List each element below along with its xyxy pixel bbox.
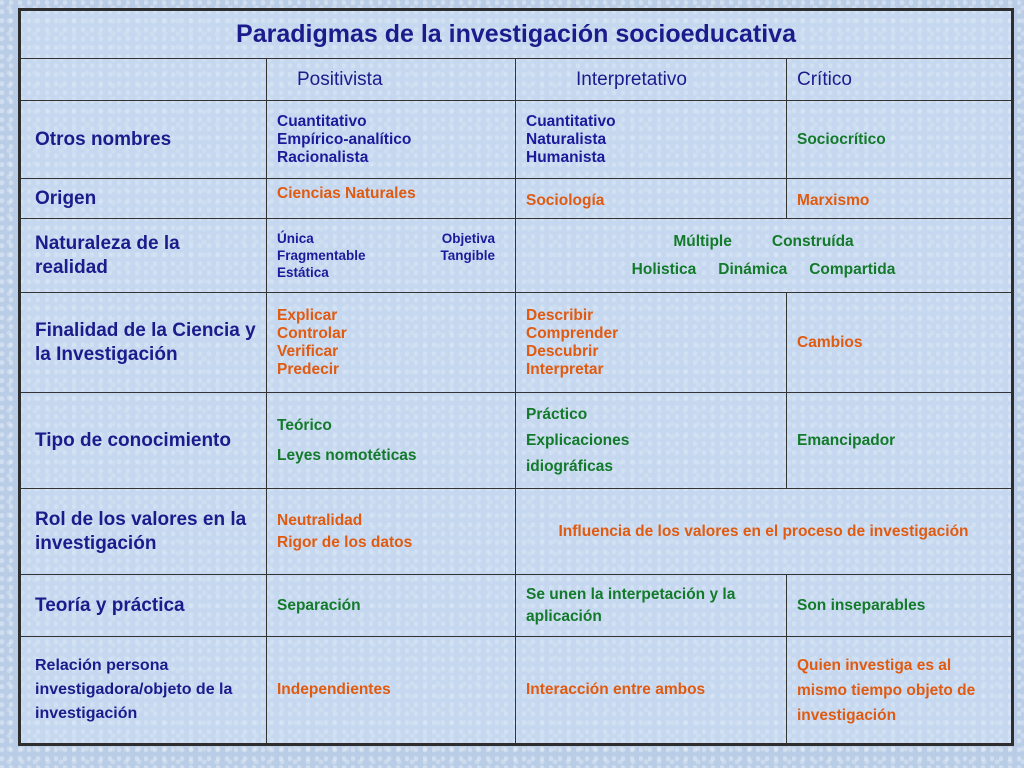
cell-value: Estática <box>277 265 329 280</box>
header-critico: Crítico <box>787 59 1011 101</box>
cell-value: Humanista <box>526 148 606 166</box>
row-label-otros-nombres: Otros nombres <box>21 101 267 179</box>
cell-origen-critico <box>787 179 1011 219</box>
cell-naturaleza-interpretativo-critico <box>516 219 1011 293</box>
cell-relacion-critico <box>787 637 1011 743</box>
cell-value: Influencia de los valores en el proceso de investigación <box>558 522 969 540</box>
cell-origen-interpretativo <box>516 179 787 219</box>
cell-value: Interpretar <box>526 360 604 378</box>
cell-value: Describir <box>526 306 594 324</box>
cell-value: Naturalista <box>526 130 607 148</box>
cell-value: Quien investiga es al mismo tiempo objeto de investigación <box>797 656 976 724</box>
cell-naturaleza-positivista <box>267 219 516 293</box>
cell-finalidad-critico <box>787 293 1011 393</box>
cell-value: Cambios <box>797 333 863 351</box>
cell-valores-positivista <box>267 489 516 575</box>
cell-teoria-positivista <box>267 575 516 637</box>
cell-value: Explicar <box>277 306 338 324</box>
cell-value: Teórico <box>277 416 332 434</box>
row-label-origen: Origen <box>21 179 267 219</box>
cell-otros-nombres-critico <box>787 101 1011 179</box>
cell-value: Construída <box>771 232 854 250</box>
row-label-relacion: Relación persona investigadora/objeto de la investigación <box>21 637 267 743</box>
header-positivista: Positivista <box>267 59 516 101</box>
cell-teoria-critico <box>787 575 1011 637</box>
cell-value: Fragmentable <box>277 248 366 263</box>
row-label-naturaleza: Naturaleza de la realidad <box>21 219 267 293</box>
cell-value: Cuantitativo <box>277 112 367 130</box>
cell-value: Racionalista <box>277 148 369 166</box>
cell-value: Compartida <box>809 260 896 278</box>
cell-value: Se unen la interpetación y la aplicación <box>526 585 736 625</box>
cell-value: Verificar <box>277 342 339 360</box>
cell-origen-positivista <box>267 179 516 219</box>
cell-value: Interacción entre ambos <box>526 681 706 698</box>
cell-value: Objetiva <box>441 231 495 246</box>
cell-relacion-interpretativo <box>516 637 787 743</box>
cell-value: Independientes <box>277 681 391 698</box>
cell-tipo-interpretativo <box>516 393 787 489</box>
cell-value: Empírico-analítico <box>277 130 412 148</box>
cell-value: Sociocrítico <box>797 130 886 148</box>
cell-tipo-positivista <box>267 393 516 489</box>
cell-value: Controlar <box>277 324 347 342</box>
cell-relacion-positivista <box>267 637 516 743</box>
cell-valores-interpretativo-critico <box>516 489 1011 575</box>
cell-value: Sociología <box>526 192 605 209</box>
cell-value: Dinámica <box>718 260 788 278</box>
cell-finalidad-interpretativo <box>516 293 787 393</box>
row-label-teoria: Teoría y práctica <box>21 575 267 637</box>
cell-value: Única <box>277 231 314 246</box>
cell-otros-nombres-positivista <box>267 101 516 179</box>
cell-value: Explicaciones <box>526 431 630 449</box>
header-empty-cell <box>21 59 267 101</box>
cell-value: Rigor de los datos <box>277 533 413 551</box>
header-interpretativo: Interpretativo <box>516 59 787 101</box>
row-label-tipo: Tipo de conocimiento <box>21 393 267 489</box>
cell-value: Comprender <box>526 324 619 342</box>
cell-value: Descubrir <box>526 342 599 360</box>
cell-teoria-interpretativo <box>516 575 787 637</box>
cell-value: Múltiple <box>673 232 732 250</box>
cell-value: Son inseparables <box>797 596 926 614</box>
cell-value: Ciencias Naturales <box>277 185 416 202</box>
cell-value: Cuantitativo <box>526 112 616 130</box>
cell-value: idiográficas <box>526 457 613 475</box>
cell-value: Holistica <box>631 260 697 278</box>
cell-value: Emancipador <box>797 431 896 449</box>
cell-value: Leyes nomotéticas <box>277 446 417 464</box>
cell-finalidad-positivista <box>267 293 516 393</box>
row-label-valores: Rol de los valores en la investigación <box>21 489 267 575</box>
cell-value: Tangible <box>440 248 495 263</box>
cell-value: Práctico <box>526 405 588 423</box>
cell-value: Predecir <box>277 360 340 378</box>
cell-value: Marxismo <box>797 192 870 209</box>
cell-otros-nombres-interpretativo <box>516 101 787 179</box>
table-title: Paradigmas de la investigación socioeducativa <box>21 11 1011 59</box>
paradigms-table <box>18 8 1014 746</box>
cell-value: Neutralidad <box>277 511 363 529</box>
cell-tipo-critico <box>787 393 1011 489</box>
row-label-finalidad: Finalidad de la Ciencia y la Investigación <box>21 293 267 393</box>
cell-value: Separación <box>277 596 361 614</box>
